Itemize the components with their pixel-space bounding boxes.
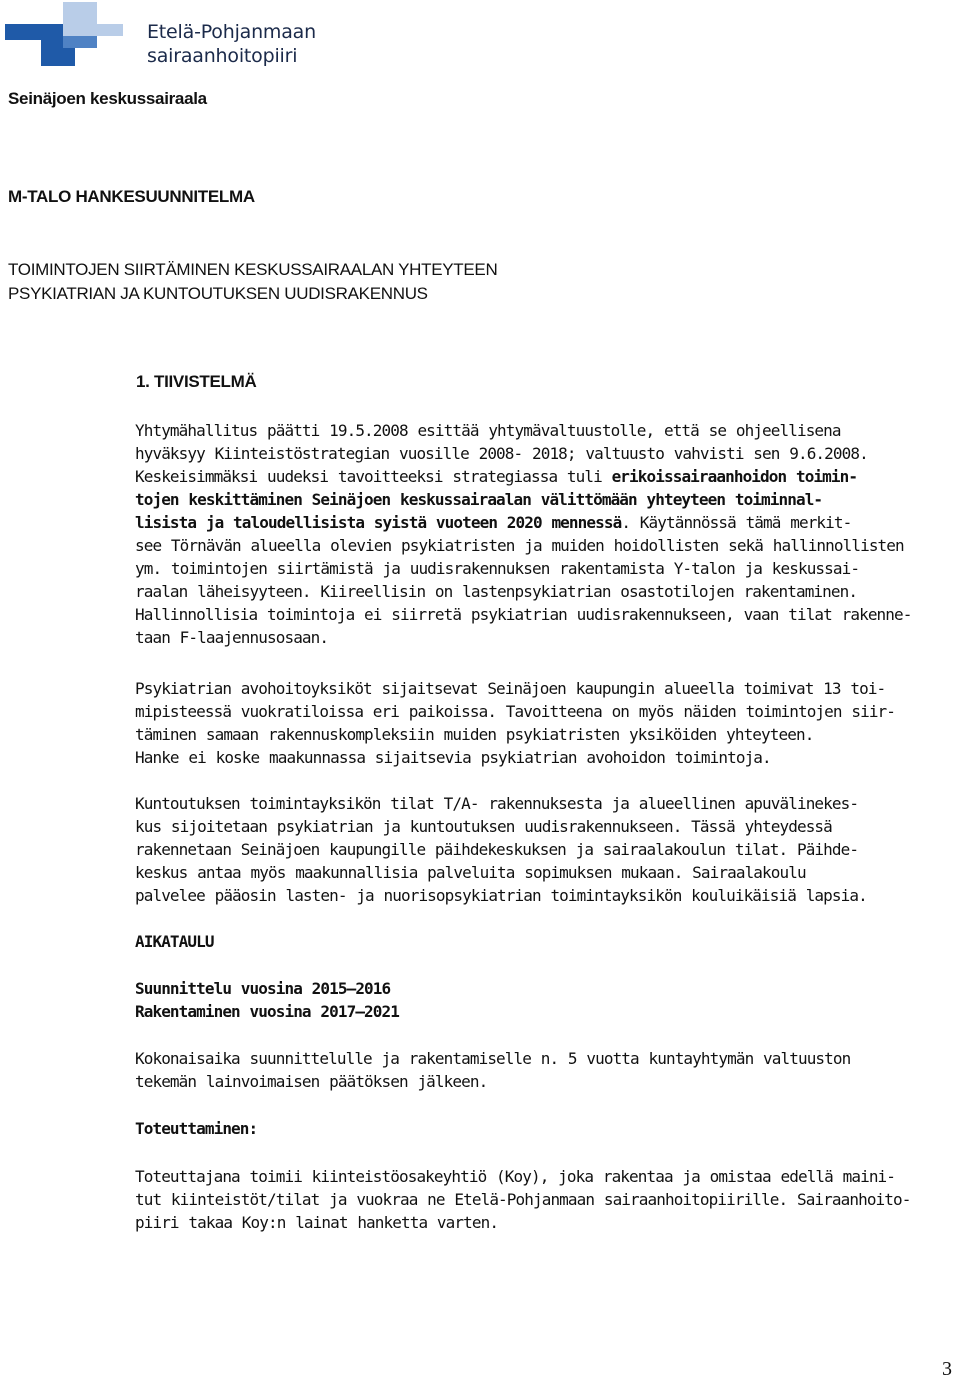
text-line: kus sijoitetaan psykiatrian ja kuntoutuksen uudisrakennukseen. Tässä yhteydessä [135, 817, 832, 836]
document-subtitle [8, 258, 497, 306]
organization-logo [5, 2, 325, 72]
subtitle-line-1: TOIMINTOJEN SIIRTÄMINEN KESKUSSAIRAALAN YHTEYTEEN [8, 260, 498, 279]
text-line [135, 465, 925, 488]
text-line: piiri takaa Koy:n lainat hanketta varten. [135, 1213, 499, 1232]
text-line: Hanke ei koske maakunnassa sijaitsevia psykiatrian avohoidon toimintoja. [135, 748, 771, 767]
text-line: raalan läheisyyteen. Kiireellisin on lastenpsykiatrian osastotilojen rakentaminen. [135, 582, 858, 601]
text-run: . Käytännössä tämä merkit- [621, 513, 852, 532]
text-line: keskus antaa myös maakunnallisia palveluita sopimuksen mukaan. Sairaalakoulu [135, 863, 806, 882]
subtitle-line-2: PSYKIATRIAN JA KUNTOUTUKSEN UUDISRAKENNUS [8, 284, 428, 303]
text-line [135, 511, 925, 534]
heading-aikataulu: AIKATAULU [135, 932, 214, 951]
heading-toteuttaminen: Toteuttaminen: [135, 1119, 258, 1138]
paragraph-outpatient [135, 677, 925, 769]
text-line: Toteuttajana toimii kiinteistöosakeyhtiö (Koy), joka rakentaa ja omistaa edellä maini- [135, 1167, 896, 1186]
text-line: Hallinnollisia toimintoja ei siirretä psykiatrian uudisrakennukseen, vaan tilat rakenne- [135, 605, 912, 624]
section-title: 1. TIIVISTELMÄ [136, 372, 257, 391]
text-line: taan F-laajennusosaan. [135, 628, 329, 647]
schedule-planning: Suunnittelu vuosina 2015—2016 [135, 979, 391, 998]
document-title: M-TALO HANKESUUNNITELMA [8, 187, 255, 206]
logo-line-2: sairaanhoitopiiri [147, 45, 298, 67]
page-number: 3 [942, 1358, 952, 1380]
text-line: ym. toimintojen siirtämistä ja uudisrakennuksen rakentamista Y-talon ja keskussai- [135, 559, 860, 578]
text-run: Keskeisimmäksi uudeksi tavoitteeksi strategiassa tuli [135, 467, 612, 486]
bold-line: tojen keskittäminen Seinäjoen keskussairaalan välittömään yhteyteen toiminnal- [135, 490, 823, 509]
logo-line-1: Etelä-Pohjanmaan [147, 21, 316, 43]
text-line: täminen samaan rakennuskompleksiin muiden psykiatristen yksiköiden yhteyteen. [135, 725, 814, 744]
text-line: Kokonaisaika suunnittelulle ja rakentamiselle n. 5 vuotta kuntayhtymän valtuuston [135, 1049, 851, 1068]
schedule-list [135, 977, 925, 1023]
bold-run: lisista ja taloudellisista syistä vuoteen 2020 mennessä [135, 513, 622, 532]
schedule-construction: Rakentaminen vuosina 2017—2021 [135, 1002, 399, 1021]
text-line: tekemän lainvoimaisen päätöksen jälkeen. [135, 1072, 488, 1091]
paragraph-rehabilitation [135, 792, 925, 907]
logo-cross-icon [5, 2, 145, 72]
text-line: Yhtymähallitus päätti 19.5.2008 esittää yhtymävaltuustolle, että se ohjeellisena [135, 421, 841, 440]
hospital-name: Seinäjoen keskussairaala [8, 89, 207, 108]
text-line: rakennetaan Seinäjoen kaupungille päihdekeskuksen ja sairaalakoulun tilat. Päihde- [135, 840, 859, 859]
paragraph-total-time [135, 1047, 925, 1093]
text-line: see Törnävän alueella olevien psykiatristen ja muiden hoidollisten sekä hallinnollisten [135, 536, 904, 555]
logo-wordmark [147, 20, 316, 68]
bold-run: erikoissairaanhoidon toimin- [611, 467, 858, 486]
text-line: Psykiatrian avohoitoyksiköt sijaitsevat Seinäjoen kaupungin alueella toimivat 13 toi- [135, 679, 886, 698]
text-line: palvelee pääosin lasten- ja nuorisopsykiatrian toimintayksikön kouluikäisiä lapsia. [135, 886, 867, 905]
text-line: tut kiinteistöt/tilat ja vuokraa ne Etelä-Pohjanmaan sairaanhoitopiirille. Sairaanhoito- [135, 1190, 911, 1209]
text-line: mipisteessä vuokratiloissa eri paikoissa. Tavoitteena on myös näiden toimintojen siir- [135, 702, 896, 721]
paragraph-implementation [135, 1165, 925, 1234]
paragraph-strategy [135, 419, 925, 649]
text-line: hyväksyy Kiinteistöstrategian vuosille 2008- 2018; valtuusto vahvisti sen 9.6.2008. [135, 444, 868, 463]
text-line: Kuntoutuksen toimintayksikön tilat T/A- rakennuksesta ja alueellinen apuvälinekes- [135, 794, 859, 813]
